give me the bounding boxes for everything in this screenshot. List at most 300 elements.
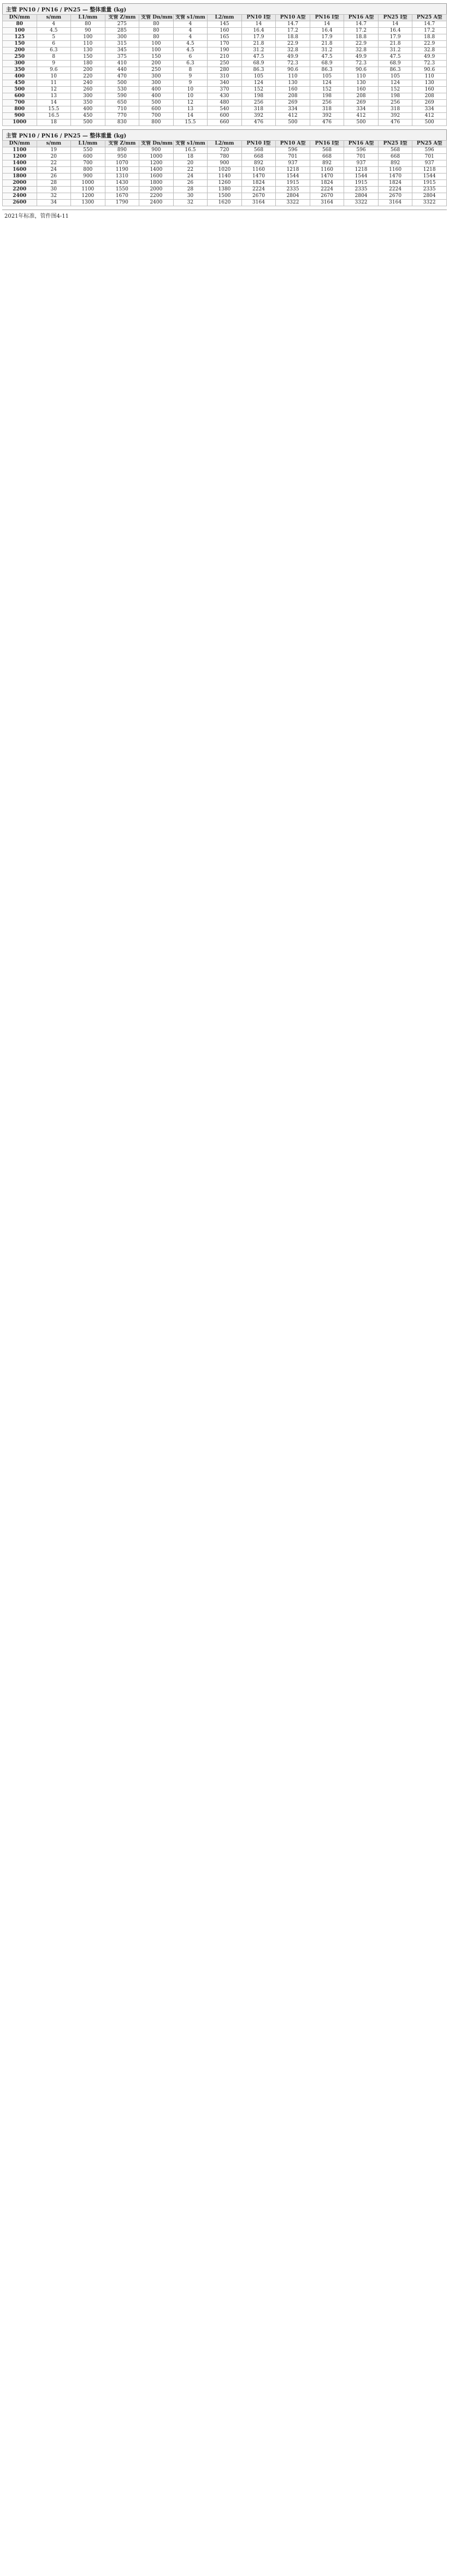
table-cell: 49.9 bbox=[412, 54, 447, 61]
dn-cell: 1800 bbox=[3, 174, 37, 180]
column-header: L2/mm bbox=[208, 141, 242, 147]
table-cell: 701 bbox=[344, 154, 379, 160]
column-header: L1/mm bbox=[71, 141, 105, 147]
table-cell: 340 bbox=[208, 80, 242, 87]
table-cell: 1430 bbox=[105, 180, 139, 187]
table-cell: 392 bbox=[310, 113, 344, 119]
weight-table bbox=[2, 14, 447, 126]
section-title: 主管 PN10 / PN16 / PN25 — 整体重量 (kg) bbox=[2, 129, 447, 140]
table-cell: 72.3 bbox=[412, 61, 447, 67]
table-cell: 1470 bbox=[378, 174, 412, 180]
table-cell: 90.6 bbox=[276, 67, 310, 74]
table-cell: 2224 bbox=[378, 187, 412, 193]
dn-cell: 1100 bbox=[3, 147, 37, 154]
table-cell: 1544 bbox=[276, 174, 310, 180]
dn-cell: 350 bbox=[3, 67, 37, 74]
table-row bbox=[3, 67, 447, 74]
table-cell: 470 bbox=[105, 74, 139, 80]
table-cell: 310 bbox=[208, 74, 242, 80]
table-cell: 700 bbox=[71, 160, 105, 167]
table-cell: 10 bbox=[173, 87, 208, 93]
table-cell: 68.9 bbox=[378, 61, 412, 67]
table-cell: 110 bbox=[344, 74, 379, 80]
table-cell: 500 bbox=[71, 119, 105, 126]
dn-cell: 600 bbox=[3, 93, 37, 100]
table-row bbox=[3, 41, 447, 47]
table-cell: 2804 bbox=[276, 193, 310, 200]
table-cell: 890 bbox=[105, 147, 139, 154]
table-cell: 392 bbox=[378, 113, 412, 119]
table-cell: 770 bbox=[105, 113, 139, 119]
table-cell: 668 bbox=[310, 154, 344, 160]
table-cell: 1000 bbox=[71, 180, 105, 187]
table-cell: 47.5 bbox=[241, 54, 276, 61]
table-cell: 47.5 bbox=[378, 54, 412, 61]
table-cell: 1160 bbox=[241, 167, 276, 174]
table-cell: 13 bbox=[173, 106, 208, 113]
table-cell: 18.8 bbox=[276, 34, 310, 41]
table-cell: 32.8 bbox=[276, 47, 310, 54]
table-cell: 208 bbox=[412, 93, 447, 100]
table-cell: 950 bbox=[105, 154, 139, 160]
table-cell: 1824 bbox=[241, 180, 276, 187]
table-cell: 315 bbox=[105, 41, 139, 47]
table-cell: 68.9 bbox=[241, 61, 276, 67]
table-cell: 256 bbox=[241, 100, 276, 106]
table-cell: 18 bbox=[173, 154, 208, 160]
table-cell: 8 bbox=[37, 54, 71, 61]
table-cell: 124 bbox=[241, 80, 276, 87]
table-cell: 18.8 bbox=[412, 34, 447, 41]
dn-cell: 1200 bbox=[3, 154, 37, 160]
table-cell: 668 bbox=[241, 154, 276, 160]
table-cell: 3164 bbox=[378, 200, 412, 206]
table-cell: 17.9 bbox=[378, 34, 412, 41]
table-cell: 1070 bbox=[105, 160, 139, 167]
table-cell: 830 bbox=[105, 119, 139, 126]
column-header: PN10 I型 bbox=[241, 141, 276, 147]
table-row bbox=[3, 200, 447, 206]
dn-cell: 2000 bbox=[3, 180, 37, 187]
dn-cell: 1000 bbox=[3, 119, 37, 126]
table-cell: 90.6 bbox=[344, 67, 379, 74]
table-cell: 80 bbox=[139, 28, 174, 34]
table-cell: 17.9 bbox=[310, 34, 344, 41]
table-cell: 47.5 bbox=[310, 54, 344, 61]
table-cell: 412 bbox=[344, 113, 379, 119]
table-cell: 28 bbox=[173, 187, 208, 193]
table-cell: 28 bbox=[37, 180, 71, 187]
table-cell: 12 bbox=[173, 100, 208, 106]
table-cell: 2224 bbox=[241, 187, 276, 193]
table-cell: 530 bbox=[105, 87, 139, 93]
table-cell: 285 bbox=[105, 28, 139, 34]
table-row bbox=[3, 113, 447, 119]
table-cell: 260 bbox=[71, 87, 105, 93]
column-header: 支管 Dn/mm bbox=[139, 15, 174, 21]
table-cell: 701 bbox=[276, 154, 310, 160]
dn-cell: 2600 bbox=[3, 200, 37, 206]
table-cell: 20 bbox=[37, 154, 71, 160]
dn-cell: 100 bbox=[3, 28, 37, 34]
table-cell: 2335 bbox=[276, 187, 310, 193]
column-header: PN25 A型 bbox=[412, 141, 447, 147]
column-header: 支管 Z/mm bbox=[105, 15, 139, 21]
table-cell: 476 bbox=[378, 119, 412, 126]
dn-cell: 450 bbox=[3, 80, 37, 87]
table-cell: 80 bbox=[71, 21, 105, 28]
table-cell: 269 bbox=[276, 100, 310, 106]
table-row bbox=[3, 147, 447, 154]
table-cell: 1500 bbox=[208, 193, 242, 200]
table-cell: 596 bbox=[276, 147, 310, 154]
sections-container bbox=[2, 3, 447, 206]
dn-cell: 500 bbox=[3, 87, 37, 93]
table-cell: 16.5 bbox=[37, 113, 71, 119]
table-cell: 1160 bbox=[310, 167, 344, 174]
table-cell: 208 bbox=[276, 93, 310, 100]
column-header: 支管 Dn/mm bbox=[139, 141, 174, 147]
table-cell: 18 bbox=[37, 119, 71, 126]
table-cell: 345 bbox=[105, 47, 139, 54]
table-cell: 2224 bbox=[310, 187, 344, 193]
table-row bbox=[3, 74, 447, 80]
table-section bbox=[2, 3, 447, 126]
column-header: 支管 Z/mm bbox=[105, 141, 139, 147]
column-header: PN10 A型 bbox=[276, 141, 310, 147]
table-cell: 124 bbox=[378, 80, 412, 87]
table-cell: 72.3 bbox=[276, 61, 310, 67]
table-cell: 568 bbox=[378, 147, 412, 154]
dn-cell: 700 bbox=[3, 100, 37, 106]
table-cell: 1915 bbox=[276, 180, 310, 187]
table-cell: 1544 bbox=[412, 174, 447, 180]
column-header: PN10 I型 bbox=[241, 15, 276, 21]
table-cell: 550 bbox=[71, 147, 105, 154]
table-cell: 22.9 bbox=[344, 41, 379, 47]
table-cell: 14.7 bbox=[412, 21, 447, 28]
table-cell: 80 bbox=[139, 34, 174, 41]
table-cell: 600 bbox=[71, 154, 105, 160]
table-cell: 9 bbox=[173, 74, 208, 80]
table-cell: 32 bbox=[173, 200, 208, 206]
table-cell: 4 bbox=[173, 21, 208, 28]
table-cell: 500 bbox=[276, 119, 310, 126]
table-cell: 596 bbox=[344, 147, 379, 154]
table-cell: 701 bbox=[412, 154, 447, 160]
table-row bbox=[3, 93, 447, 100]
table-cell: 8 bbox=[173, 67, 208, 74]
table-cell: 210 bbox=[208, 54, 242, 61]
table-cell: 198 bbox=[241, 93, 276, 100]
table-cell: 937 bbox=[344, 160, 379, 167]
table-cell: 590 bbox=[105, 93, 139, 100]
table-cell: 600 bbox=[139, 106, 174, 113]
table-cell: 300 bbox=[139, 74, 174, 80]
table-row bbox=[3, 21, 447, 28]
table-cell: 180 bbox=[71, 61, 105, 67]
table-cell: 412 bbox=[412, 113, 447, 119]
table-cell: 1620 bbox=[208, 200, 242, 206]
table-cell: 2335 bbox=[344, 187, 379, 193]
table-cell: 500 bbox=[105, 80, 139, 87]
column-header: PN25 A型 bbox=[412, 15, 447, 21]
table-cell: 2200 bbox=[139, 193, 174, 200]
table-cell: 410 bbox=[105, 61, 139, 67]
table-cell: 86.3 bbox=[310, 67, 344, 74]
table-cell: 14 bbox=[378, 21, 412, 28]
table-cell: 1824 bbox=[378, 180, 412, 187]
table-row bbox=[3, 119, 447, 126]
table-cell: 72.3 bbox=[344, 61, 379, 67]
table-cell: 440 bbox=[105, 67, 139, 74]
table-cell: 900 bbox=[208, 160, 242, 167]
table-cell: 1260 bbox=[208, 180, 242, 187]
table-cell: 152 bbox=[310, 87, 344, 93]
header-row bbox=[3, 15, 447, 21]
dn-cell: 2200 bbox=[3, 187, 37, 193]
column-header: s/mm bbox=[37, 141, 71, 147]
table-cell: 334 bbox=[276, 106, 310, 113]
column-header: PN16 A型 bbox=[344, 15, 379, 21]
table-cell: 110 bbox=[71, 41, 105, 47]
table-cell: 3164 bbox=[241, 200, 276, 206]
table-cell: 20 bbox=[173, 160, 208, 167]
dn-cell: 150 bbox=[3, 41, 37, 47]
table-row bbox=[3, 87, 447, 93]
table-cell: 21.8 bbox=[378, 41, 412, 47]
table-cell: 1218 bbox=[344, 167, 379, 174]
table-row bbox=[3, 193, 447, 200]
table-cell: 152 bbox=[241, 87, 276, 93]
table-cell: 1380 bbox=[208, 187, 242, 193]
table-cell: 17.9 bbox=[241, 34, 276, 41]
table-cell: 100 bbox=[139, 47, 174, 54]
table-cell: 6 bbox=[37, 41, 71, 47]
table-cell: 32 bbox=[37, 193, 71, 200]
table-cell: 476 bbox=[310, 119, 344, 126]
table-cell: 90.6 bbox=[412, 67, 447, 74]
table-cell: 31.2 bbox=[310, 47, 344, 54]
table-cell: 24 bbox=[173, 174, 208, 180]
table-row bbox=[3, 54, 447, 61]
table-cell: 152 bbox=[378, 87, 412, 93]
table-cell: 4.5 bbox=[173, 47, 208, 54]
table-cell: 318 bbox=[241, 106, 276, 113]
table-cell: 31.2 bbox=[378, 47, 412, 54]
table-cell: 1790 bbox=[105, 200, 139, 206]
column-header: DN/mm bbox=[3, 15, 37, 21]
table-cell: 90 bbox=[71, 28, 105, 34]
table-cell: 710 bbox=[105, 106, 139, 113]
table-cell: 130 bbox=[412, 80, 447, 87]
table-row bbox=[3, 174, 447, 180]
table-cell: 150 bbox=[71, 54, 105, 61]
table-cell: 30 bbox=[173, 193, 208, 200]
document-page bbox=[0, 0, 449, 226]
table-cell: 105 bbox=[378, 74, 412, 80]
column-header: PN25 I型 bbox=[378, 15, 412, 21]
table-cell: 937 bbox=[276, 160, 310, 167]
table-cell: 165 bbox=[208, 34, 242, 41]
table-cell: 14 bbox=[310, 21, 344, 28]
table-cell: 269 bbox=[412, 100, 447, 106]
table-cell: 892 bbox=[310, 160, 344, 167]
table-cell: 160 bbox=[344, 87, 379, 93]
table-cell: 15.5 bbox=[173, 119, 208, 126]
table-cell: 105 bbox=[241, 74, 276, 80]
table-cell: 4 bbox=[173, 28, 208, 34]
table-row bbox=[3, 61, 447, 67]
table-cell: 1915 bbox=[412, 180, 447, 187]
table-cell: 11 bbox=[37, 80, 71, 87]
table-cell: 6.3 bbox=[173, 61, 208, 67]
dn-cell: 2400 bbox=[3, 193, 37, 200]
table-cell: 49.9 bbox=[276, 54, 310, 61]
table-cell: 1400 bbox=[139, 167, 174, 174]
table-cell: 2400 bbox=[139, 200, 174, 206]
table-cell: 208 bbox=[344, 93, 379, 100]
table-cell: 110 bbox=[276, 74, 310, 80]
header-row bbox=[3, 141, 447, 147]
dn-cell: 900 bbox=[3, 113, 37, 119]
table-cell: 1218 bbox=[276, 167, 310, 174]
weight-table bbox=[2, 140, 447, 206]
table-cell: 30 bbox=[37, 187, 71, 193]
table-cell: 800 bbox=[139, 119, 174, 126]
table-cell: 250 bbox=[208, 61, 242, 67]
table-cell: 1200 bbox=[139, 160, 174, 167]
table-cell: 1824 bbox=[310, 180, 344, 187]
table-cell: 600 bbox=[208, 113, 242, 119]
table-cell: 14.7 bbox=[344, 21, 379, 28]
table-cell: 500 bbox=[139, 100, 174, 106]
table-cell: 1000 bbox=[139, 154, 174, 160]
table-row bbox=[3, 154, 447, 160]
table-cell: 12 bbox=[37, 87, 71, 93]
table-cell: 19 bbox=[37, 147, 71, 154]
table-cell: 275 bbox=[105, 21, 139, 28]
table-cell: 334 bbox=[344, 106, 379, 113]
table-cell: 26 bbox=[173, 180, 208, 187]
table-cell: 256 bbox=[378, 100, 412, 106]
table-cell: 2000 bbox=[139, 187, 174, 193]
table-cell: 130 bbox=[276, 80, 310, 87]
dn-cell: 125 bbox=[3, 34, 37, 41]
table-cell: 1160 bbox=[378, 167, 412, 174]
table-cell: 476 bbox=[241, 119, 276, 126]
table-cell: 650 bbox=[105, 100, 139, 106]
table-cell: 1600 bbox=[139, 174, 174, 180]
table-cell: 256 bbox=[310, 100, 344, 106]
table-cell: 2804 bbox=[412, 193, 447, 200]
table-cell: 34 bbox=[37, 200, 71, 206]
dn-cell: 300 bbox=[3, 61, 37, 67]
table-cell: 318 bbox=[378, 106, 412, 113]
table-cell: 22.9 bbox=[412, 41, 447, 47]
table-cell: 1140 bbox=[208, 174, 242, 180]
column-header: 支管 s1/mm bbox=[173, 15, 208, 21]
table-cell: 1915 bbox=[344, 180, 379, 187]
table-cell: 100 bbox=[139, 41, 174, 47]
table-cell: 1550 bbox=[105, 187, 139, 193]
table-cell: 17.2 bbox=[412, 28, 447, 34]
table-row bbox=[3, 34, 447, 41]
table-cell: 170 bbox=[208, 41, 242, 47]
table-cell: 110 bbox=[412, 74, 447, 80]
table-cell: 22.9 bbox=[276, 41, 310, 47]
table-cell: 14 bbox=[173, 113, 208, 119]
column-header: PN10 A型 bbox=[276, 15, 310, 21]
table-cell: 892 bbox=[241, 160, 276, 167]
table-cell: 9 bbox=[37, 61, 71, 67]
table-cell: 17.2 bbox=[344, 28, 379, 34]
table-cell: 250 bbox=[139, 67, 174, 74]
table-cell: 24 bbox=[37, 167, 71, 174]
table-cell: 32.8 bbox=[344, 47, 379, 54]
table-cell: 200 bbox=[139, 61, 174, 67]
table-cell: 660 bbox=[208, 119, 242, 126]
table-cell: 16.4 bbox=[241, 28, 276, 34]
dn-cell: 80 bbox=[3, 21, 37, 28]
table-cell: 13 bbox=[37, 93, 71, 100]
table-cell: 800 bbox=[71, 167, 105, 174]
table-cell: 16.5 bbox=[173, 147, 208, 154]
table-cell: 1200 bbox=[71, 193, 105, 200]
table-row bbox=[3, 106, 447, 113]
table-cell: 100 bbox=[71, 34, 105, 41]
table-cell: 1190 bbox=[105, 167, 139, 174]
table-cell: 130 bbox=[344, 80, 379, 87]
table-cell: 300 bbox=[139, 80, 174, 87]
table-cell: 4 bbox=[37, 21, 71, 28]
table-cell: 49.9 bbox=[344, 54, 379, 61]
table-cell: 32.8 bbox=[412, 47, 447, 54]
table-cell: 1800 bbox=[139, 180, 174, 187]
table-cell: 190 bbox=[208, 47, 242, 54]
table-cell: 3322 bbox=[276, 200, 310, 206]
table-cell: 9.6 bbox=[37, 67, 71, 74]
table-cell: 412 bbox=[276, 113, 310, 119]
table-cell: 10 bbox=[37, 74, 71, 80]
table-cell: 3322 bbox=[412, 200, 447, 206]
table-cell: 26 bbox=[37, 174, 71, 180]
table-cell: 392 bbox=[241, 113, 276, 119]
table-cell: 596 bbox=[412, 147, 447, 154]
table-cell: 900 bbox=[139, 147, 174, 154]
table-cell: 500 bbox=[412, 119, 447, 126]
table-row bbox=[3, 28, 447, 34]
table-cell: 400 bbox=[139, 87, 174, 93]
table-cell: 6 bbox=[173, 54, 208, 61]
table-cell: 568 bbox=[241, 147, 276, 154]
table-cell: 130 bbox=[71, 47, 105, 54]
table-cell: 1470 bbox=[241, 174, 276, 180]
table-cell: 10 bbox=[173, 93, 208, 100]
table-row bbox=[3, 47, 447, 54]
column-header: L1/mm bbox=[71, 15, 105, 21]
table-cell: 160 bbox=[276, 87, 310, 93]
table-cell: 892 bbox=[378, 160, 412, 167]
table-cell: 1218 bbox=[412, 167, 447, 174]
table-cell: 900 bbox=[71, 174, 105, 180]
table-row bbox=[3, 180, 447, 187]
table-row bbox=[3, 100, 447, 106]
table-cell: 86.3 bbox=[241, 67, 276, 74]
dn-cell: 1400 bbox=[3, 160, 37, 167]
table-cell: 280 bbox=[208, 67, 242, 74]
table-cell: 21.8 bbox=[310, 41, 344, 47]
